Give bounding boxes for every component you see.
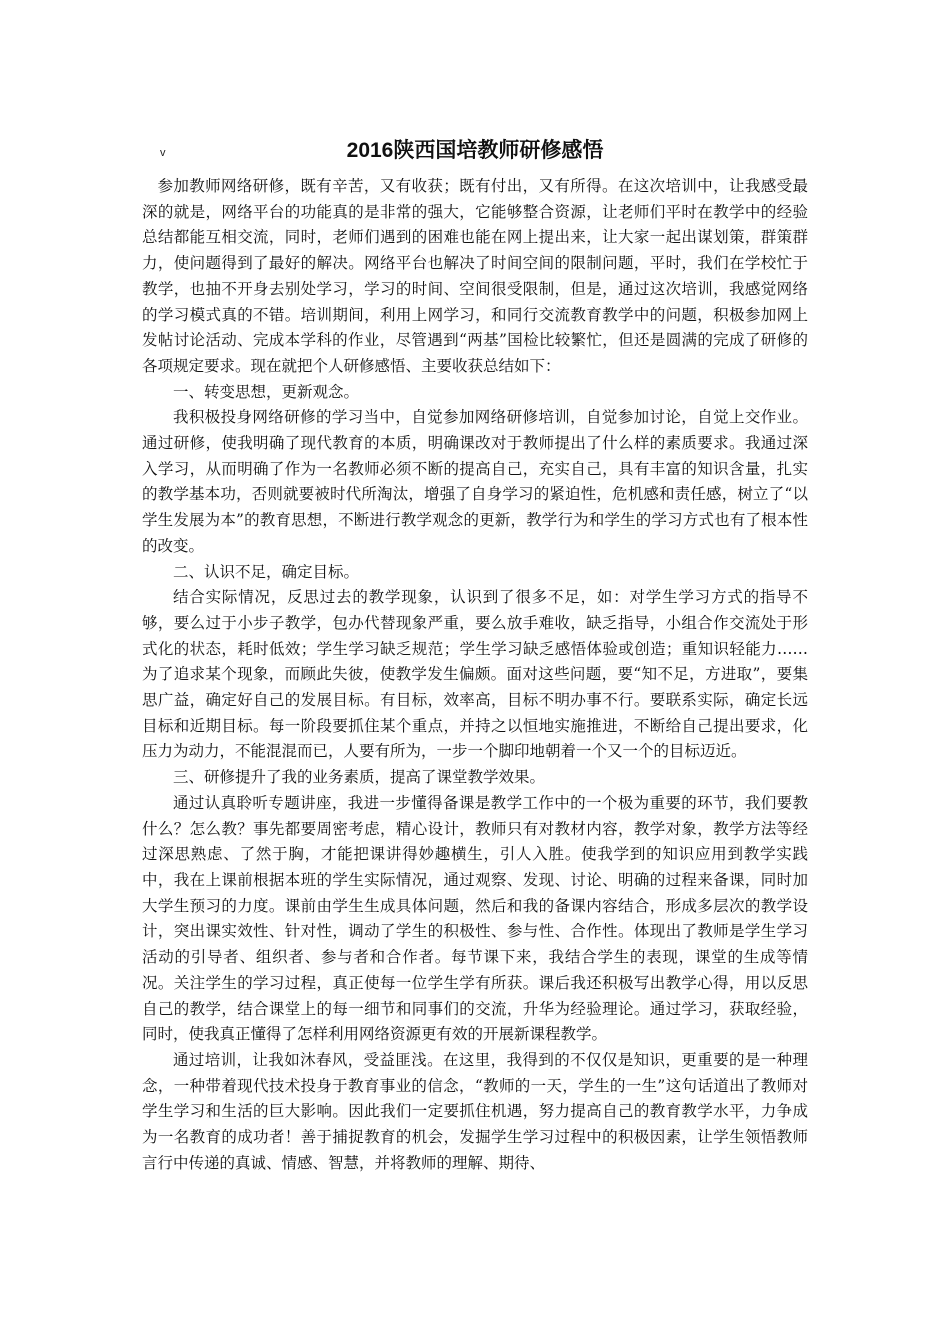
section-2-paragraph: 结合实际情况，反思过去的教学现象，认识到了很多不足，如：对学生学习方式的指导不够，要么过于小步子教学，包办代替现象严重，要么放手难收，缺乏指导，小组合作交流处于形式化的状态，耗时低效；学生学习缺乏规范；学生学习缺乏感悟体验或创造；重知识轻能力……为了追求某个现象，而顾此失彼，使教学发生偏颇。面对这些问题，要“知不足，方进取”，要集思广益，确定好自己的发展目标。有目标，效率高，目标不明办事不行。要联系实际，确定长远目标和近期目标。每一阶段要抓住某个重点，并持之以恒地实施推进，不断给自己提出要求，化压力为动力，不能混混而已，人要有所为，一步一个脚印地朝着一个又一个的目标迈近。 (142, 588, 808, 761)
document-page (142, 0, 808, 1344)
section-3-paragraph: 通过认真聆听专题讲座，我进一步懂得备课是教学工作中的一个极为重要的环节，我们要教什么？怎么教？事先都要周密考虑，精心设计，教师只有对教材内容，教学对象，教学方法等经过深思熟虑、了然于胸，才能把课讲得妙趣横生，引人入胜。使我学到的知识应用到教学实践中，我在上课前根据本班的学生实际情况，通过观察、发现、讨论、明确的过程来备课，同时加大学生预习的力度。课前由学生生成具体问题，然后和我的备课内容结合，形成多层次的教学设计，突出课实效性、针对性，调动了学生的积极性、参与性、合作性。体现出了教师是学生学习活动的引导者、组织者、参与者和合作者。每节课下来，我结合学生的表现，课堂的生成等情况。关注学生的学习过程，真正使每一位学生学有所获。课后我还积极写出教学心得，用以反思自己的教学，结合课堂上的每一细节和同事们的交流，升华为经验理论。通过学习，获取经验，同时，使我真正懂得了怎样利用网络资源更有效的开展新课程教学。 (142, 793, 808, 1044)
section-heading-2: 二、认识不足，确定目标。 (173, 562, 360, 581)
intro-paragraph: 参加教师网络研修，既有辛苦，又有收获；既有付出，又有所得。在这次培训中，让我感受最深的就是，网络平台的功能真的是非常的强大，它能够整合资源，让老师们平时在教学中的经验总结都能互相交流，同时，老师们遇到的困难也能在网上提出来，让大家一起出谋划策，群策群力，使问题得到了最好的解决。网络平台也解决了时间空间的限制问题，平时，我们在学校忙于教学，也抽不开身去别处学习，学习的时间、空间很受限制，但是，通过这次培训，我感觉网络的学习模式真的不错。培训期间，利用上网学习，和同行交流教育教学中的问题，积极参加网上发帖讨论活动、完成本学科的作业，尽管遇到“两基”国检比较繁忙，但还是圆满的完成了研修的各项规定要求。现在就把个人研修感悟、主要收获总结如下： (142, 177, 808, 375)
document-body (142, 174, 808, 1176)
section-heading-1: 一、转变思想，更新观念。 (173, 382, 360, 401)
closing-paragraph: 通过培训，让我如沐春风，受益匪浅。在这里，我得到的不仅仅是知识，更重要的是一种理念，一种带着现代技术投身于教育事业的信念，“教师的一天，学生的一生”这句话道出了教师对学生学习和生活的巨大影响。因此我们一定要抓住机遇，努力提高自己的教育教学水平，力争成为一名教育的成功者！善于捕捉教育的机会，发掘学生学习过程中的积极因素，让学生领悟教师言行中传递的真诚、情感、智慧，并将教师的理解、期待、 (142, 1050, 808, 1172)
page-title: 2016陕西国培教师研修感悟 (346, 139, 604, 162)
margin-marker: v (160, 147, 166, 159)
section-heading-3: 三、研修提升了我的业务素质，提高了课堂教学效果。 (173, 768, 546, 787)
section-1-paragraph: 我积极投身网络研修的学习当中，自觉参加网络研修培训，自觉参加讨论，自觉上交作业。通过研修，使我明确了现代教育的本质，明确课改对于教师提出了什么样的素质要求。我通过深入学习，从而明确了作为一名教师必须不断的提高自己，充实自己，具有丰富的知识含量，扎实的教学基本功，否则就要被时代所淘汰，增强了自身学习的紧迫性，危机感和责任感，树立了“以学生发展为本”的教育思想，不断进行教学观念的更新，教学行为和学生的学习方式也有了根本性的改变。 (142, 408, 808, 555)
